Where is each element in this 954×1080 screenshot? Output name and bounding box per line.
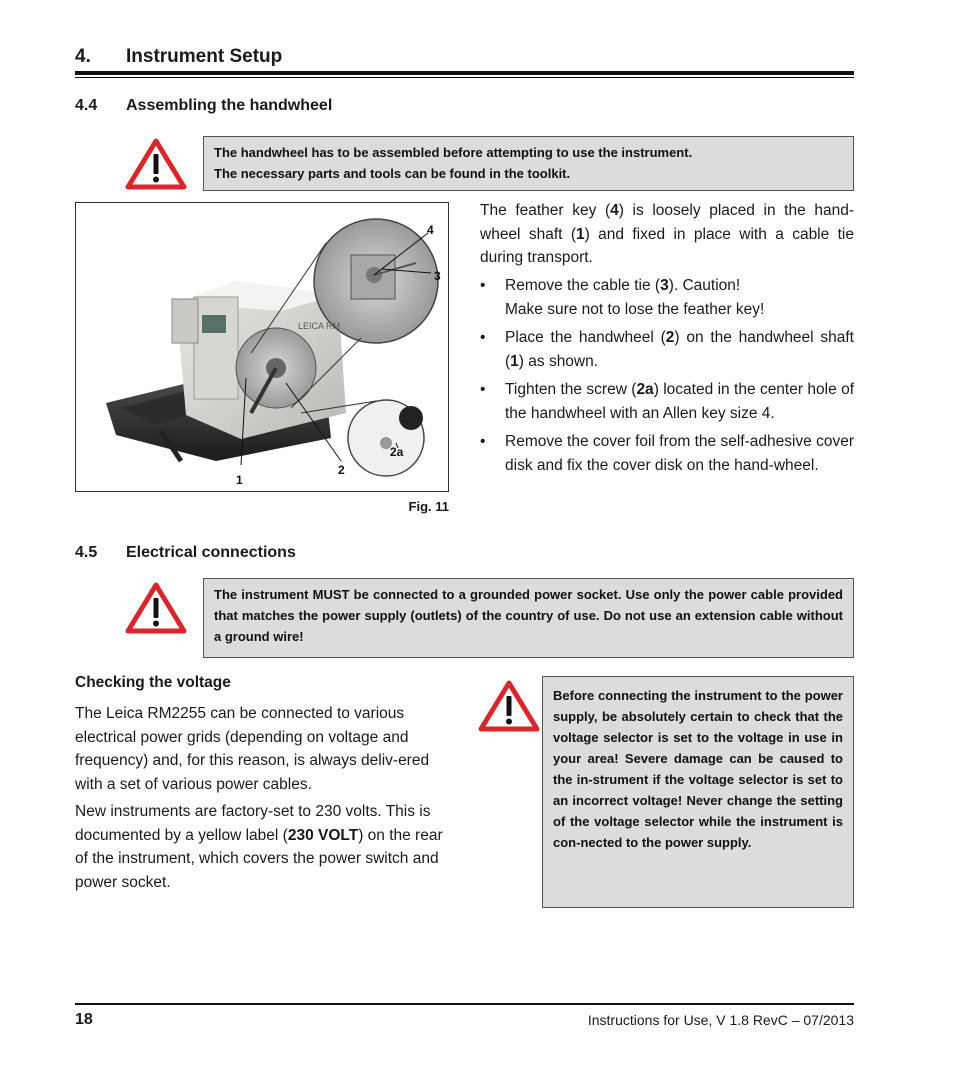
section-title: Assembling the handwheel	[126, 97, 333, 114]
voltage-paragraph-1: The Leica RM2255 can be connected to various electrical power grids (depending on voltage and frequency) and, for this reason, is always deliv-ered with a set of various power cables.	[75, 705, 430, 793]
footer-rule	[75, 1003, 854, 1005]
header-rule-thick	[75, 71, 854, 75]
handwheel-intro-text: The feather key (4) is loosely placed in the hand-wheel shaft (1) and fixed in place with a cable tie during transport.	[480, 202, 854, 266]
warning-box-voltage: Before connecting the instrument to the power supply, be absolutely certain to check that the voltage selector is set to the voltage in use in your area! Severe damage can be caused to the in-strument if the voltage selector is set to an incorrect voltage! Never change the setting of the voltage selector while the instrument is con-nected to the power supply.	[542, 676, 854, 908]
warning-triangle-icon	[125, 581, 187, 634]
list-item: • Place the handwheel (2) on the handwheel shaft (1) as shown.	[480, 326, 854, 373]
list-item: • Remove the cover foil from the self-adhesive cover disk and fix the cover disk on the hand-wheel.	[480, 430, 854, 477]
brand-label: LEICA RM	[298, 321, 341, 331]
warning-triangle-icon	[478, 679, 540, 732]
document-info: Instructions for Use, V 1.8 RevC – 07/2013	[587, 1012, 854, 1028]
section-number: 4.5	[75, 544, 98, 561]
callout-4: 4	[427, 223, 434, 237]
section-number: 4.4	[75, 97, 98, 114]
callout-1: 1	[236, 473, 243, 487]
chapter-title: Instrument Setup	[126, 46, 283, 67]
warning-line: The handwheel has to be assembled before attempting to use the instrument.	[214, 145, 693, 160]
figure-caption: Fig. 11	[408, 499, 449, 514]
warning-triangle-icon	[125, 137, 187, 190]
page-number: 18	[75, 1011, 93, 1028]
header-rule-thin	[75, 77, 854, 78]
section-title: Electrical connections	[126, 544, 296, 561]
warning-line: The necessary parts and tools can be found in the toolkit.	[214, 166, 571, 181]
section-heading-4-5	[75, 544, 575, 568]
callout-3: 3	[434, 269, 441, 283]
list-item: • Remove the cable tie (3). Caution! Make sure not to lose the feather key!	[480, 274, 854, 321]
warning-box-handwheel	[203, 136, 854, 191]
handwheel-steps-list	[480, 274, 854, 482]
callout-2a: 2a	[390, 445, 404, 459]
callout-2: 2	[338, 463, 345, 477]
warning-box-grounding: The instrument MUST be connected to a grounded power socket. Use only the power cable provided that matches the power supply (outlets) of the country of use. Do not use an extension cable without a ground wire!	[203, 578, 854, 658]
subheading-checking-voltage: Checking the voltage	[75, 674, 231, 691]
voltage-paragraph-2: New instruments are factory-set to 230 volts. This is documented by a yellow label (230 VOLT) on the rear of the instrument, which covers the power switch and power socket.	[75, 803, 443, 891]
chapter-number: 4.	[75, 46, 91, 67]
list-item: • Tighten the screw (2a) located in the center hole of the handwheel with an Allen key size 4.	[480, 378, 854, 425]
section-heading-4-4	[75, 97, 575, 121]
figure-handwheel-assembly	[75, 202, 449, 492]
